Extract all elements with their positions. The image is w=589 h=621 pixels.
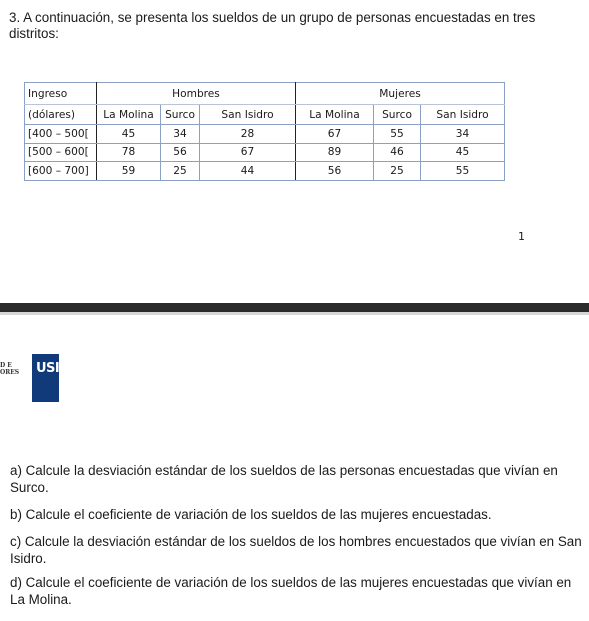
header-women-la-molina: La Molina xyxy=(296,105,374,125)
cell-value: 78 xyxy=(97,143,161,162)
header-men-la-molina: La Molina xyxy=(97,105,161,125)
cell-value: 34 xyxy=(161,125,200,144)
header-women: Mujeres xyxy=(296,83,505,105)
header-men-san-isidro: San Isidro xyxy=(200,105,296,125)
cell-value: 56 xyxy=(161,143,200,162)
table-row xyxy=(25,143,505,162)
side-caption-line-1: D E xyxy=(0,362,12,369)
cell-value: 44 xyxy=(200,162,296,181)
cell-value: 67 xyxy=(296,125,374,144)
cell-value: 55 xyxy=(421,162,505,181)
cell-value: 34 xyxy=(421,125,505,144)
table-subheader-row xyxy=(25,105,505,125)
header-men: Hombres xyxy=(97,83,296,105)
income-range: [400 – 500[ xyxy=(25,125,97,144)
cell-value: 45 xyxy=(97,125,161,144)
problem-statement: 3. A continuación, se presenta los sueldos de un grupo de personas encuestadas en tres distritos: xyxy=(9,10,536,41)
table-row xyxy=(25,162,505,181)
side-caption xyxy=(0,362,19,376)
cell-value: 25 xyxy=(374,162,421,181)
header-women-san-isidro: San Isidro xyxy=(421,105,505,125)
cell-value: 89 xyxy=(296,143,374,162)
cell-value: 45 xyxy=(421,143,505,162)
question-d: d) Calcule el coeficiente de variación de los sueldos de las mujeres encuestadas que vivían en La Molina. xyxy=(10,575,572,607)
cell-value: 28 xyxy=(200,125,296,144)
salary-table xyxy=(24,82,505,181)
cell-value: 56 xyxy=(296,162,374,181)
cell-value: 25 xyxy=(161,162,200,181)
header-men-surco: Surco xyxy=(161,105,200,125)
side-caption-line-2: ORES xyxy=(0,369,20,376)
question-a: a) Calcule la desviación estándar de los sueldos de las personas encuestadas que vivían en Surco. xyxy=(10,463,558,495)
page-divider xyxy=(0,303,589,312)
usil-logo-text: USIL xyxy=(36,361,68,376)
table-row xyxy=(25,125,505,144)
page-number: 1 xyxy=(518,230,525,243)
question-b: b) Calcule el coeficiente de variación de los sueldos de las mujeres encuestadas. xyxy=(10,507,492,522)
table-header-row xyxy=(25,83,505,105)
header-income: Ingreso xyxy=(25,83,97,105)
cell-value: 46 xyxy=(374,143,421,162)
header-women-surco: Surco xyxy=(374,105,421,125)
header-income-unit: (dólares) xyxy=(25,105,97,125)
cell-value: 55 xyxy=(374,125,421,144)
page-divider-shadow xyxy=(0,312,589,315)
income-range: [600 – 700] xyxy=(25,162,97,181)
cell-value: 59 xyxy=(97,162,161,181)
cell-value: 67 xyxy=(200,143,296,162)
question-c: c) Calcule la desviación estándar de los sueldos de los hombres encuestados que vivían en San Isidro. xyxy=(10,534,582,566)
income-range: [500 – 600[ xyxy=(25,143,97,162)
